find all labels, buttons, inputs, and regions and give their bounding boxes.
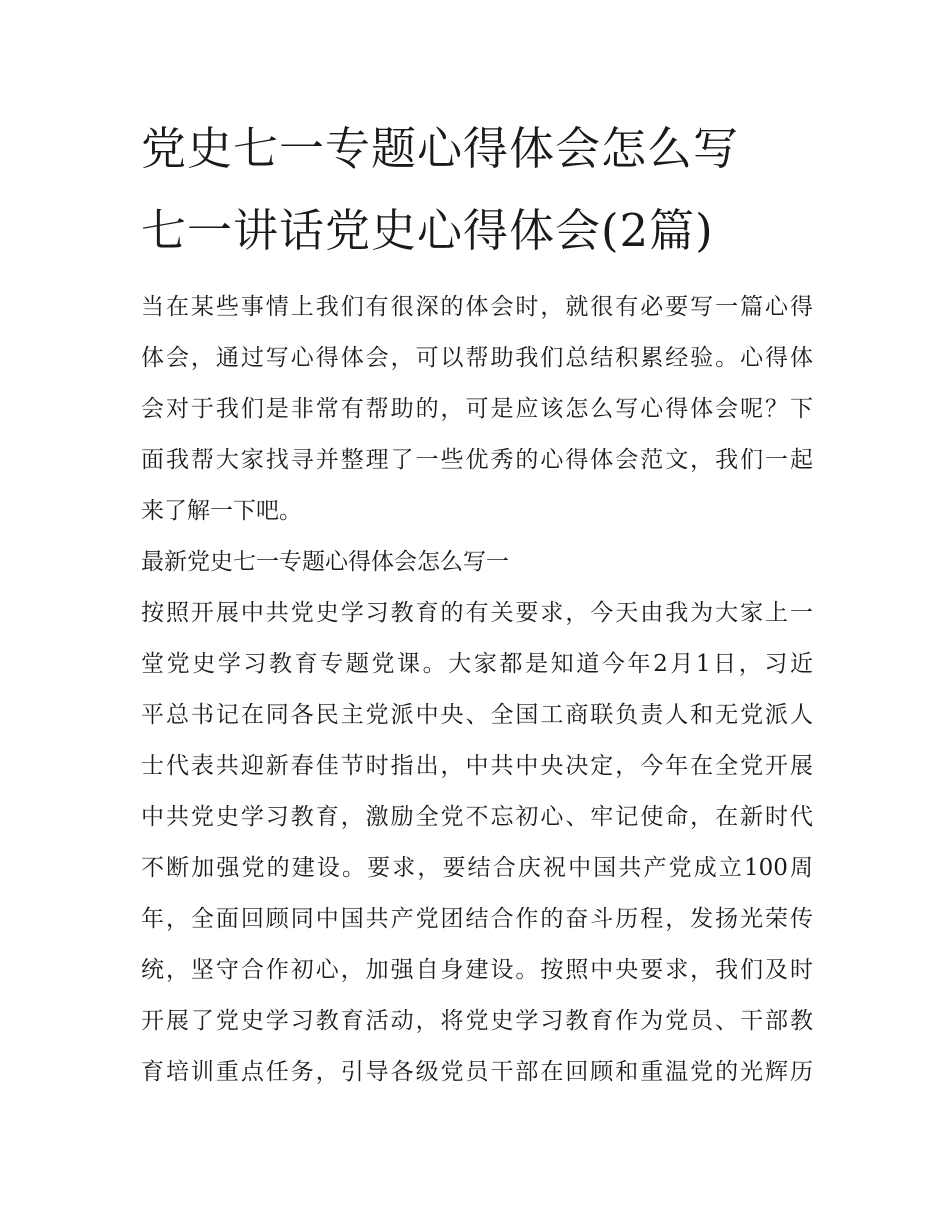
body-line: 中共党史学习教育，激励全党不忘初心、牢记使命，在新时代 [141, 804, 813, 830]
section-heading: 最新党史七一专题心得体会怎么写一 [141, 549, 509, 575]
title-line-2: 七一讲话党史心得体会(2篇) [141, 204, 714, 257]
body-paragraph [141, 588, 813, 1098]
body-line: 育培训重点任务，引导各级党员干部在回顾和重温党的光辉历 [141, 1059, 813, 1085]
intro-line: 会对于我们是非常有帮助的，可是应该怎么写心得体会呢？下 [141, 396, 813, 422]
document-body [141, 282, 813, 1098]
body-line: 年，全面回顾同中国共产党团结合作的奋斗历程，发扬光荣传 [141, 906, 813, 932]
intro-line: 来了解一下吧。 [141, 498, 302, 524]
intro-line: 当在某些事情上我们有很深的体会时，就很有必要写一篇心得 [141, 294, 813, 320]
body-line: 士代表共迎新春佳节时指出，中共中央决定，今年在全党开展 [141, 753, 813, 779]
intro-line: 面我帮大家找寻并整理了一些优秀的心得体会范文，我们一起 [141, 447, 813, 473]
body-line: 开展了党史学习教育活动，将党史学习教育作为党员、干部教 [141, 1008, 813, 1034]
body-line: 平总书记在同各民主党派中央、全国工商联负责人和无党派人 [141, 702, 813, 728]
body-line: 不断加强党的建设。要求，要结合庆祝中国共产党成立100周 [141, 855, 813, 881]
intro-line: 体会，通过写心得体会，可以帮助我们总结积累经验。心得体 [141, 345, 813, 371]
intro-paragraph [141, 282, 813, 537]
body-line: 按照开展中共党史学习教育的有关要求，今天由我为大家上一 [141, 600, 813, 626]
document-page [141, 108, 813, 1098]
title-line-1: 党史七一专题心得体会怎么写 [141, 122, 740, 175]
body-line: 统，坚守合作初心，加强自身建设。按照中央要求，我们及时 [141, 957, 813, 983]
body-line: 堂党史学习教育专题党课。大家都是知道今年2月1日，习近 [141, 651, 813, 677]
document-title [141, 108, 813, 272]
